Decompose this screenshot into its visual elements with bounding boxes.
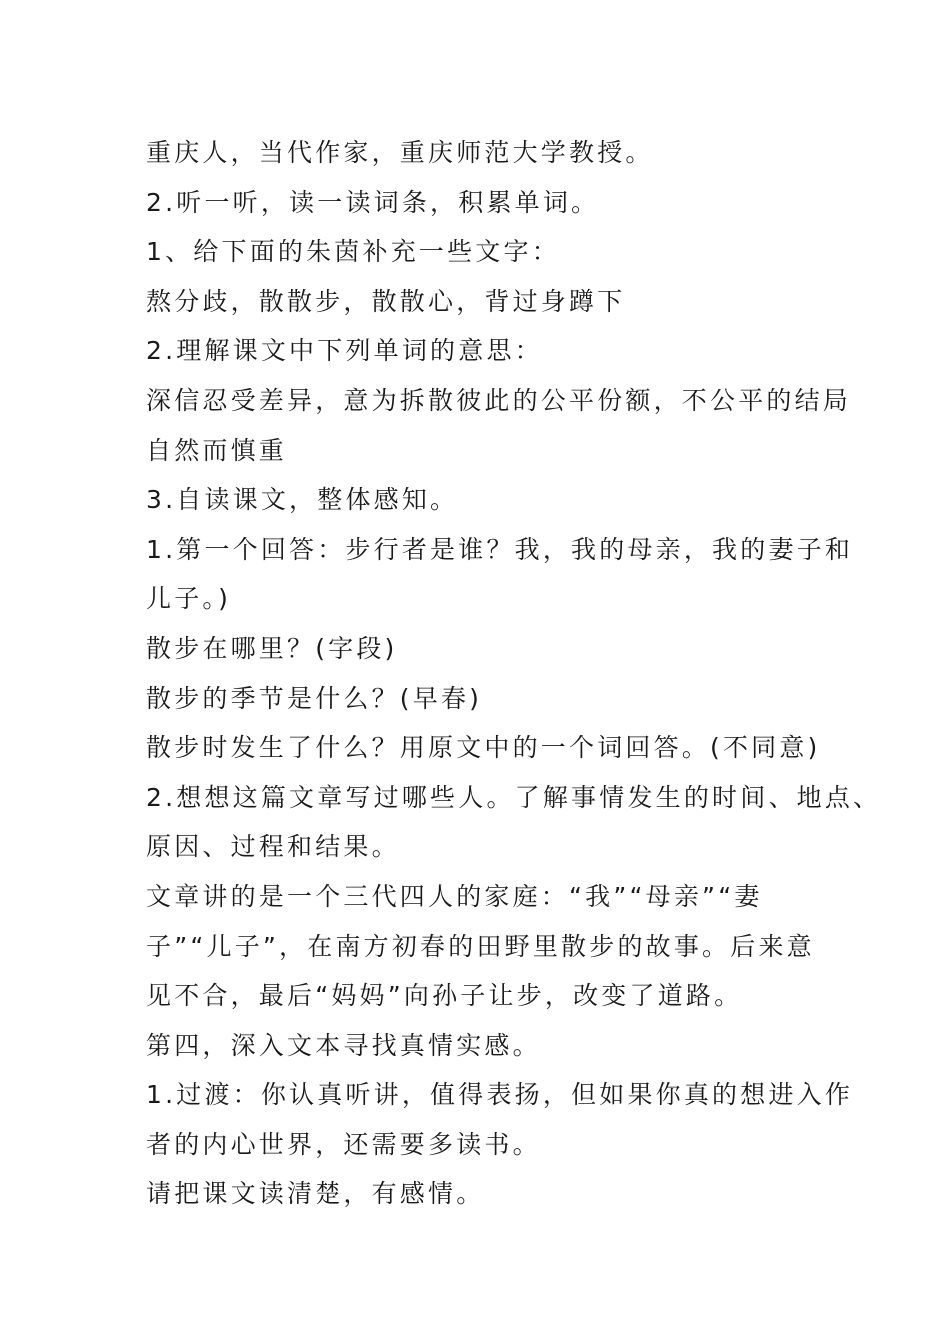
text-line: 原因、过程和结果。 — [146, 832, 400, 862]
text-line: 儿子。) — [146, 584, 232, 614]
text-line: 散步在哪里？(字段) — [146, 633, 398, 663]
text-line: 文章讲的是一个三代四人的家庭：“我”“母亲”“妻 — [146, 881, 763, 911]
text-line: 1.第一个回答：步行者是谁？我，我的母亲，我的妻子和 — [146, 534, 854, 564]
text-line: 子”“儿子”，在南方初春的田野里散步的故事。后来意 — [146, 931, 815, 961]
text-line: 熬分歧，散散步，散散心，背过身蹲下 — [146, 286, 626, 316]
text-line: 散步时发生了什么？用原文中的一个词回答。(不同意) — [146, 733, 821, 763]
document-page — [146, 128, 882, 1219]
text-line: 散步的季节是什么？(早春) — [146, 683, 483, 713]
text-line: 见不合，最后“妈妈”向孙子让步，改变了道路。 — [146, 981, 743, 1011]
text-line: 自然而慎重 — [146, 435, 288, 465]
text-line: 者的内心世界，还需要多读书。 — [146, 1129, 541, 1159]
text-line: 2.理解课文中下列单词的意思： — [146, 336, 543, 366]
text-line: 重庆人，当代作家，重庆师范大学教授。 — [146, 138, 654, 167]
text-line: 请把课文读清楚，有感情。 — [146, 1179, 485, 1209]
text-line: 1、给下面的朱茵补充一些文字： — [146, 237, 560, 267]
text-line: 3.自读课文，整体感知。 — [146, 485, 459, 515]
text-line: 2.听一听，读一读词条，积累单词。 — [146, 187, 600, 217]
text-line: 1.过渡：你认真听讲，值得表扬，但如果你真的想进入作 — [146, 1080, 854, 1110]
text-line: 2.想想这篇文章写过哪些人。了解事情发生的时间、地点、 — [146, 782, 882, 812]
text-line: 深信忍受差异，意为拆散彼此的公平份额，不公平的结局 — [146, 385, 852, 415]
text-line: 第四，深入文本寻找真情实感。 — [146, 1030, 541, 1060]
